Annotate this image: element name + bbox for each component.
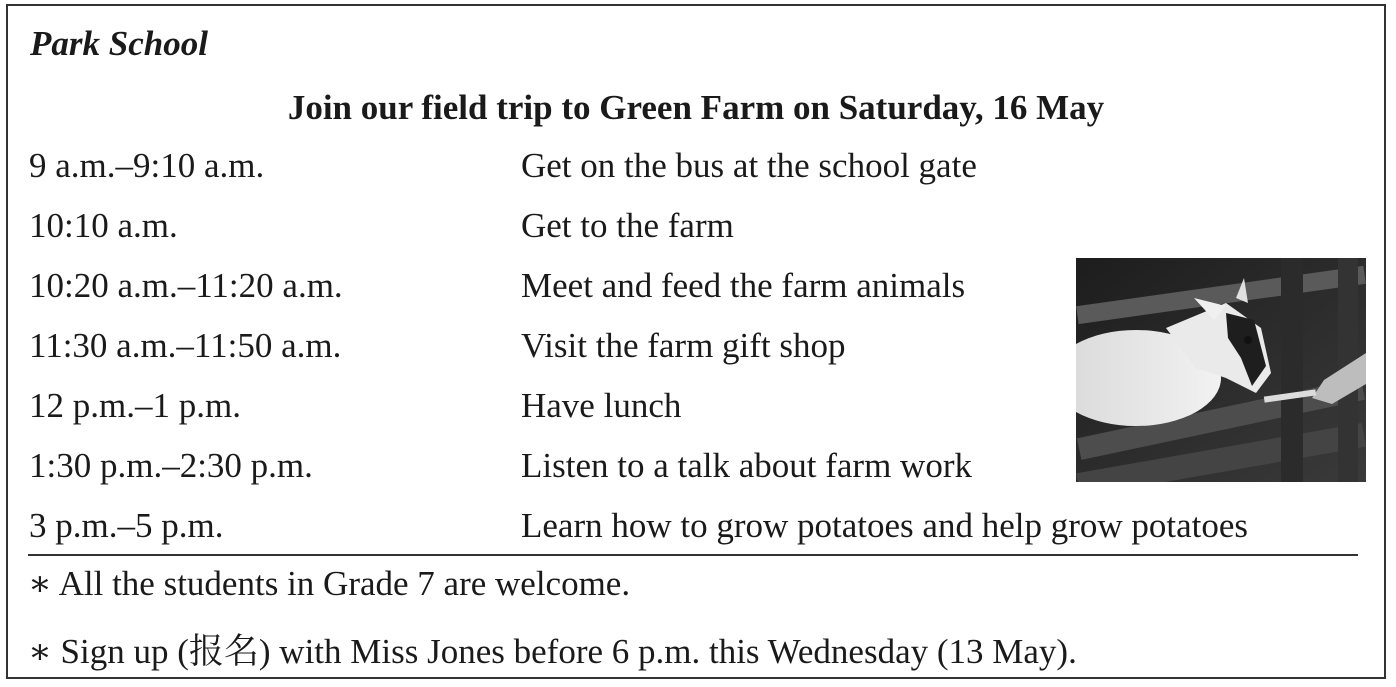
schedule-time: 10:10 a.m. bbox=[29, 206, 178, 245]
note-welcome: ∗ All the students in Grade 7 are welcome. bbox=[28, 564, 631, 603]
goat-photo-illustration bbox=[1076, 258, 1366, 482]
headline: Join our field trip to Green Farm on Saturday, 16 May bbox=[287, 88, 1105, 127]
schedule-time: 9 a.m.–9:10 a.m. bbox=[29, 146, 265, 185]
schedule-activity: Have lunch bbox=[521, 386, 682, 425]
schedule-row bbox=[8, 146, 1378, 206]
schedule-time: 10:20 a.m.–11:20 a.m. bbox=[29, 266, 343, 305]
schedule-activity: Listen to a talk about farm work bbox=[521, 446, 972, 485]
schedule-activity: Get on the bus at the school gate bbox=[521, 146, 977, 185]
schedule-row bbox=[8, 506, 1378, 566]
note-sign-up: ∗ Sign up (报名) with Miss Jones before 6 p.m. this Wednesday (13 May). bbox=[28, 632, 1077, 671]
goat-photo bbox=[1076, 258, 1366, 482]
divider bbox=[28, 554, 1358, 556]
schedule-row bbox=[8, 206, 1378, 266]
schedule-activity: Get to the farm bbox=[521, 206, 734, 245]
schedule-activity: Visit the farm gift shop bbox=[521, 326, 846, 365]
schedule-time: 3 p.m.–5 p.m. bbox=[29, 506, 224, 545]
notice-frame bbox=[6, 4, 1386, 679]
school-name: Park School bbox=[30, 24, 208, 63]
schedule-time: 1:30 p.m.–2:30 p.m. bbox=[29, 446, 313, 485]
schedule-time: 11:30 a.m.–11:50 a.m. bbox=[29, 326, 342, 365]
schedule-activity: Learn how to grow potatoes and help grow potatoes bbox=[521, 506, 1249, 545]
schedule-time: 12 p.m.–1 p.m. bbox=[29, 386, 241, 425]
schedule-activity: Meet and feed the farm animals bbox=[521, 266, 966, 305]
